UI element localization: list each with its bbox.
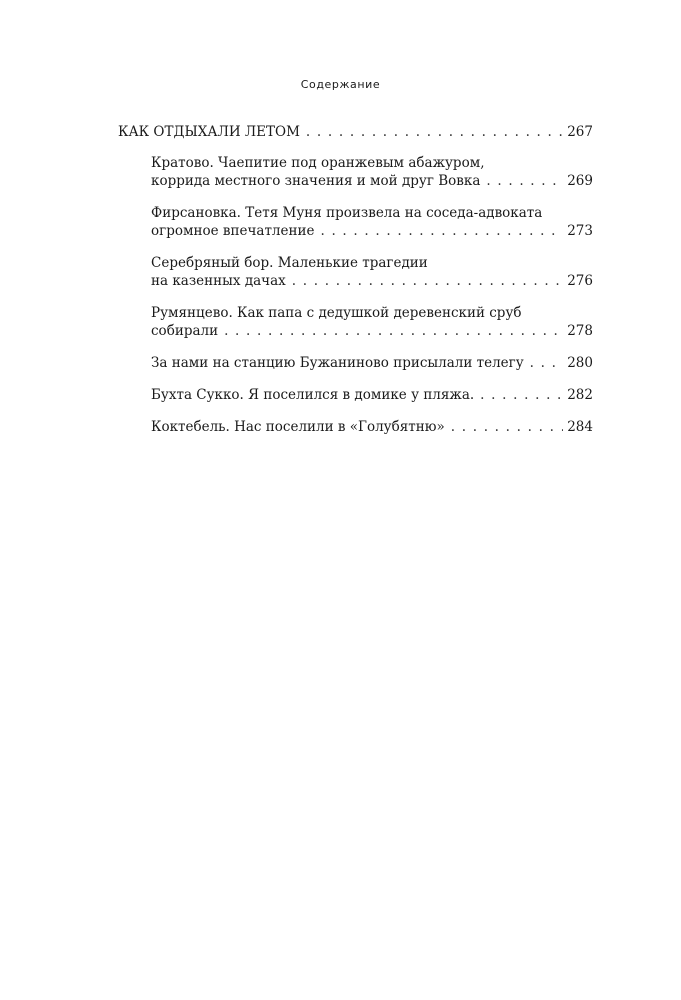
toc-entry-title: на казенных дачах xyxy=(151,273,286,289)
toc-entry-title: Серебряный бор. Маленькие трагедии xyxy=(151,255,428,271)
toc-page-number: 278 xyxy=(567,323,593,339)
toc-entry xyxy=(118,254,593,290)
toc-page-number: 284 xyxy=(567,419,593,435)
toc-entry-title: Фирсановка. Тетя Муня произвела на соседа-адвоката xyxy=(151,205,543,221)
dot-leader xyxy=(224,322,563,340)
toc-entry xyxy=(118,354,593,372)
dot-leader xyxy=(480,386,563,404)
toc-page-number: 276 xyxy=(567,273,593,289)
dot-leader xyxy=(486,172,563,190)
toc-entry xyxy=(118,386,593,404)
running-head: Содержание xyxy=(300,78,381,91)
table-of-contents xyxy=(118,123,593,450)
dot-leader xyxy=(530,354,564,372)
toc-entry-title: Румянцево. Как папа с дедушкой деревенский сруб xyxy=(151,305,522,321)
toc-page-number: 267 xyxy=(567,124,593,140)
toc-entry-title: Коктебель. Нас поселили в «Голубятню» xyxy=(151,419,445,435)
toc-entry-title: За нами на станцию Бужаниново присылали телегу xyxy=(151,355,524,371)
toc-entry-title: КАК ОТДЫХАЛИ ЛЕТОМ xyxy=(118,124,300,140)
toc-entry xyxy=(118,154,593,190)
toc-page-number: 269 xyxy=(567,173,593,189)
dot-leader xyxy=(292,272,563,290)
toc-entry xyxy=(118,304,593,340)
toc-entry-title: Бухта Сукко. Я поселился в домике у пляжа. xyxy=(151,387,475,403)
toc-entry-section xyxy=(118,123,593,141)
toc-entry-title: собирали xyxy=(151,323,219,339)
dot-leader xyxy=(320,222,563,240)
toc-entry-title: огромное впечатление xyxy=(151,223,315,239)
toc-page-number: 282 xyxy=(567,387,593,403)
toc-entry xyxy=(118,204,593,240)
toc-entry-title: коррида местного значения и мой друг Вовка xyxy=(151,173,481,189)
dot-leader xyxy=(306,123,563,141)
toc-entry-title: Кратово. Чаепитие под оранжевым абажуром, xyxy=(151,155,485,171)
toc-page-number: 280 xyxy=(567,355,593,371)
toc-entry xyxy=(118,418,593,436)
dot-leader xyxy=(451,418,563,436)
toc-page-number: 273 xyxy=(567,223,593,239)
